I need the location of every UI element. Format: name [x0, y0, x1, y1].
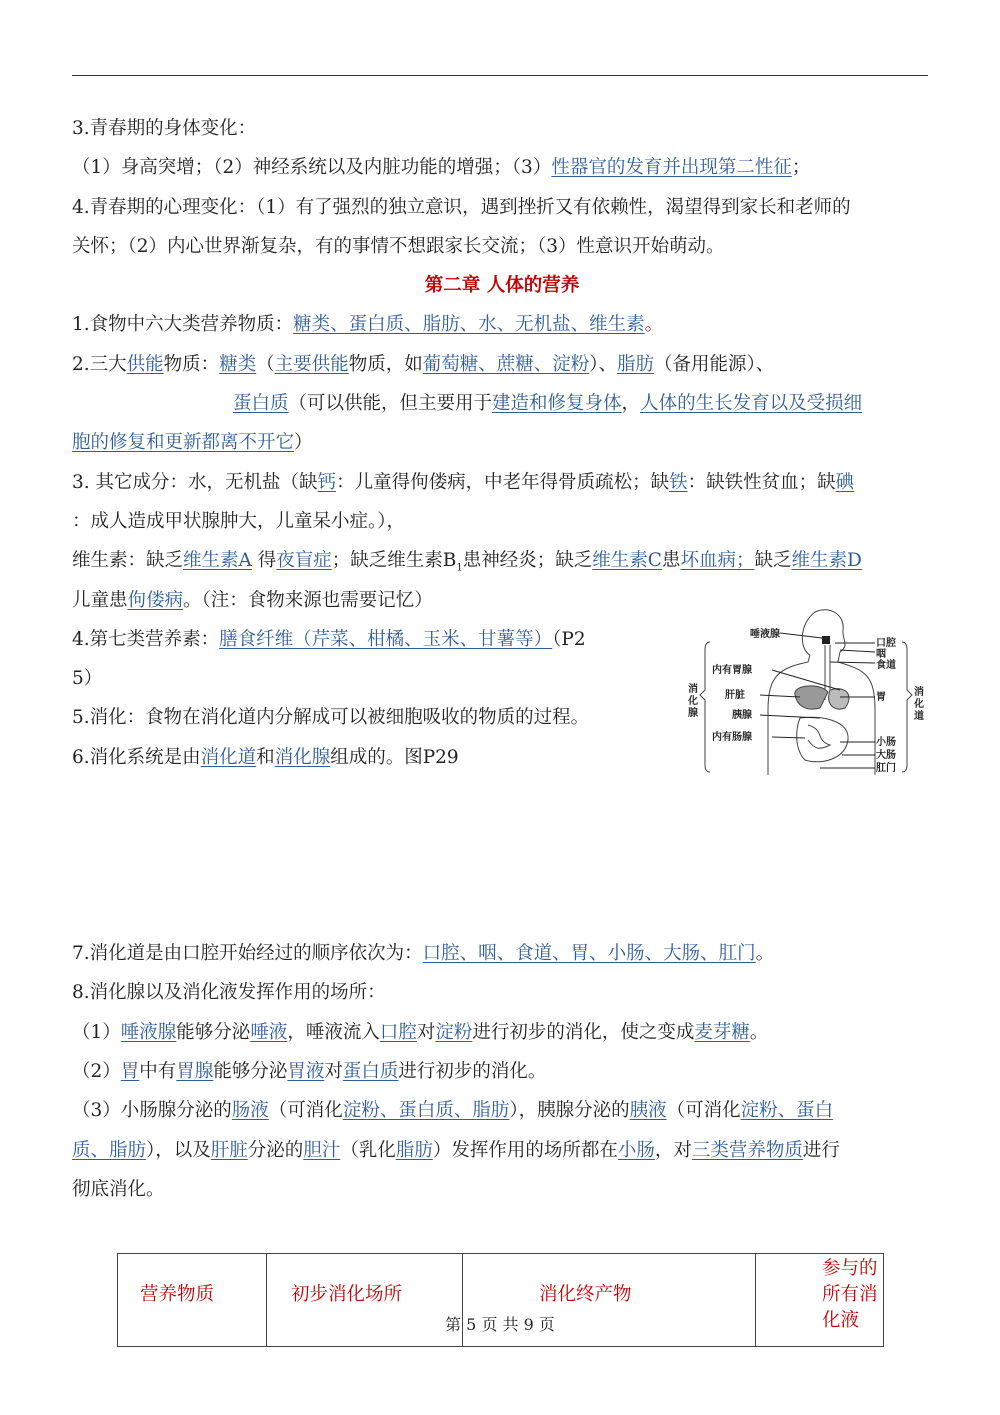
text-segment: 维生素：缺乏	[72, 550, 184, 572]
text-segment: ，	[621, 393, 641, 415]
text-line	[72, 973, 932, 1012]
text-segment: 。	[644, 314, 664, 336]
text-segment: 3. 其它成分：水，无机盐（缺	[72, 471, 318, 493]
key-term: 肝脏	[210, 1139, 248, 1161]
label-esophagus: 食道	[876, 660, 896, 671]
text-line	[72, 1091, 932, 1130]
key-term: 供能	[126, 353, 164, 375]
label-liver: 肝脏	[725, 690, 745, 701]
digestive-system-diagram	[680, 600, 930, 780]
text-segment: 3.青春期的身体变化：	[72, 118, 257, 139]
text-segment: （可消化	[666, 1100, 741, 1122]
text-line	[72, 1170, 932, 1209]
key-term: 脂肪	[617, 353, 655, 375]
text-segment: 物质，如	[348, 353, 423, 375]
text-segment: 。	[755, 943, 775, 965]
header-rule	[72, 75, 928, 76]
key-term: 胆汁	[303, 1139, 341, 1161]
text-segment: （可以供能，但主要用于	[288, 393, 493, 415]
text-segment: （乳化	[340, 1139, 396, 1161]
text-segment: ，对	[654, 1139, 692, 1161]
text-segment: 关怀；（2）内心世界渐复杂，有的事情不想跟家长交流；（3）性意识开始萌动。	[72, 235, 725, 257]
text-segment: ；	[791, 157, 811, 179]
text-segment: （备用能源）、	[654, 353, 775, 375]
text-segment: 对	[416, 1021, 436, 1043]
spacer	[72, 777, 932, 934]
key-term: 肠液	[231, 1100, 269, 1122]
key-term: 消化腺	[274, 746, 331, 768]
key-term: 小肠	[617, 1139, 655, 1161]
text-segment: 进行初步的消化。	[398, 1060, 547, 1082]
text-segment: 儿童患	[72, 589, 128, 611]
label-salivary-gland: 唾液腺	[750, 629, 780, 640]
key-term: 消化道	[200, 746, 257, 768]
key-term: 糖类	[219, 353, 257, 375]
text-segment: （2）	[72, 1060, 121, 1082]
text-line	[72, 934, 932, 973]
text-segment: 和	[256, 746, 275, 768]
key-term: 淀粉、蛋白质、脂肪	[342, 1100, 510, 1122]
text-line	[72, 345, 932, 384]
text-segment: ）	[294, 432, 313, 454]
text-segment: 能够分泌	[176, 1021, 251, 1043]
key-term: 胃液	[287, 1060, 325, 1082]
key-term: 脂肪	[395, 1139, 433, 1161]
key-term: 夜盲症	[276, 550, 332, 572]
text-segment: 对	[324, 1060, 343, 1082]
key-term: 膳食纤维（芹菜、柑橘、玉米、甘薯等）	[219, 628, 553, 650]
key-term: 坏血病；	[680, 550, 755, 572]
text-line	[72, 305, 932, 344]
text-segment: 8.消化腺以及消化液发挥作用的场所：	[72, 982, 386, 1004]
text-segment: 5.消化：食物在消化道内分解成可以被细胞吸收的物质的过程。	[72, 707, 590, 729]
chapter-heading	[72, 266, 932, 305]
text-segment: （可消化	[268, 1100, 343, 1122]
table-header-cell: 参与的所有消化液	[756, 1254, 884, 1347]
key-term: 蛋白质	[342, 1060, 399, 1082]
text-line	[72, 541, 932, 580]
label-large-intestine: 大肠	[876, 750, 896, 761]
text-segment: 患	[661, 550, 681, 572]
text-segment: 物质：	[163, 353, 220, 375]
label-stomach: 胃	[876, 692, 886, 703]
text-segment: 得	[251, 550, 277, 572]
key-term: 维生素A	[183, 550, 252, 572]
key-term: 口腔	[379, 1021, 417, 1043]
left-group-label: 消化腺	[688, 684, 698, 719]
text-segment: （3）小肠腺分泌的	[72, 1100, 232, 1122]
text-segment: （	[256, 353, 275, 375]
text-segment: 组成的。图P29	[330, 746, 459, 768]
key-term: 胰液	[629, 1100, 667, 1122]
text-segment: （1）	[72, 1021, 121, 1043]
key-term: 唾液腺	[120, 1021, 177, 1043]
text-segment: 1.食物中六大类营养物质：	[72, 314, 294, 336]
text-segment: 能够分泌	[213, 1060, 288, 1082]
label-intestinal-gland: 内有肠腺	[712, 732, 752, 743]
key-term: 钙	[317, 471, 337, 493]
text-segment: 进行	[802, 1139, 840, 1161]
key-term: 淀粉	[435, 1021, 473, 1043]
text-segment: （P2	[552, 628, 586, 650]
label-pharynx: 咽	[876, 649, 886, 660]
text-segment: 4.青春期的心理变化：（1）有了强烈的独立意识，遇到挫折又有依赖性，渴望得到家长和老师的	[72, 196, 851, 218]
key-term: 胞的修复和更新都离不开它	[72, 432, 295, 454]
page-number: 第 5 页 共 9 页	[445, 1315, 555, 1334]
key-term: 维生素D	[791, 550, 862, 572]
label-anus: 肛门	[876, 763, 896, 774]
text-segment: ：儿童得佝偻病，中老年得骨质疏松；缺	[336, 471, 670, 493]
text-segment: （1）身高突增；（2）神经系统以及内脏功能的增强；（3）	[72, 157, 552, 179]
key-term: 性器官的发育并出现第二性征	[551, 157, 792, 179]
text-segment: 2.三大	[72, 353, 127, 375]
table-header-cell: 营养物质	[118, 1254, 267, 1347]
key-term: 唾液	[250, 1021, 288, 1043]
text-segment: ，唾液流入	[287, 1021, 380, 1043]
text-segment: 6.消化系统是由	[72, 746, 201, 768]
text-line	[72, 1131, 932, 1170]
text-segment: 第二章 人体的营养	[424, 275, 580, 297]
key-term: 糖类、蛋白质、脂肪、水、无机盐、维生素	[293, 314, 645, 336]
key-term: 胃腺	[176, 1060, 214, 1082]
key-term: 口腔、咽、食道、胃、小肠、大肠、肛门	[422, 943, 756, 965]
text-segment: 彻底消化。	[72, 1178, 165, 1200]
text-segment: 。（注：食物来源也需要记忆）	[183, 589, 433, 611]
text-segment: ），以及	[146, 1139, 211, 1161]
text-segment: ：成人造成甲状腺肿大，儿童呆小症。），	[72, 510, 406, 532]
key-term: 建造和修复身体	[492, 393, 622, 415]
text-segment: 7.消化道是由口腔开始经过的顺序依次为：	[72, 943, 423, 965]
text-line	[72, 423, 932, 462]
table-header-cell: 消化终产物	[463, 1254, 756, 1347]
subscript: 1	[456, 562, 463, 574]
text-segment: 缺乏	[754, 550, 792, 572]
text-segment: 患神经炎；缺乏	[462, 550, 593, 572]
label-pancreas: 胰腺	[732, 710, 752, 721]
text-line	[72, 502, 932, 541]
key-term: 维生素C	[592, 550, 662, 572]
key-term: 蛋白质	[233, 393, 289, 415]
text-line	[72, 227, 932, 266]
key-term: 葡萄糖、蔗糖、淀粉	[422, 353, 590, 375]
text-segment: 中有	[139, 1060, 177, 1082]
text-line	[72, 188, 932, 227]
text-line	[72, 463, 932, 502]
text-line	[72, 1013, 932, 1052]
text-line	[72, 109, 932, 148]
text-segment: 。	[749, 1021, 769, 1043]
text-segment: 分泌的	[247, 1139, 304, 1161]
label-small-intestine: 小肠	[876, 737, 896, 748]
key-term: 铁	[669, 471, 688, 493]
text-segment: ）发挥作用的场所都在	[432, 1139, 618, 1161]
text-segment: ；缺乏维生素B	[331, 550, 457, 572]
key-term: 麦芽糖	[694, 1021, 750, 1043]
key-term: 胃	[120, 1060, 140, 1082]
key-term: 主要供能	[274, 353, 349, 375]
text-line	[72, 148, 932, 187]
text-segment: 5）	[72, 668, 103, 690]
text-segment: ），胰腺分泌的	[509, 1100, 630, 1122]
key-term: 淀粉、蛋白	[740, 1100, 834, 1122]
text-segment: ）、	[589, 353, 618, 375]
key-term: 人体的生长发育以及受损细	[640, 393, 863, 415]
label-mouth: 口腔	[876, 638, 896, 649]
key-term: 碘	[835, 471, 855, 493]
key-term: 三类营养物质	[691, 1139, 803, 1161]
text-line	[72, 1052, 932, 1091]
text-line	[72, 384, 932, 423]
text-segment: 进行初步的消化，使之变成	[472, 1021, 695, 1043]
key-term: 质、脂肪	[72, 1139, 147, 1161]
label-gastric-gland: 内有胃腺	[712, 665, 752, 676]
right-group-label: 消化道	[914, 687, 924, 722]
text-segment: ：缺铁性贫血；缺	[687, 471, 836, 493]
key-term: 佝偻病	[127, 589, 184, 611]
table-header-cell: 初步消化场所	[267, 1254, 463, 1347]
text-segment: 4.第七类营养素：	[72, 628, 220, 650]
